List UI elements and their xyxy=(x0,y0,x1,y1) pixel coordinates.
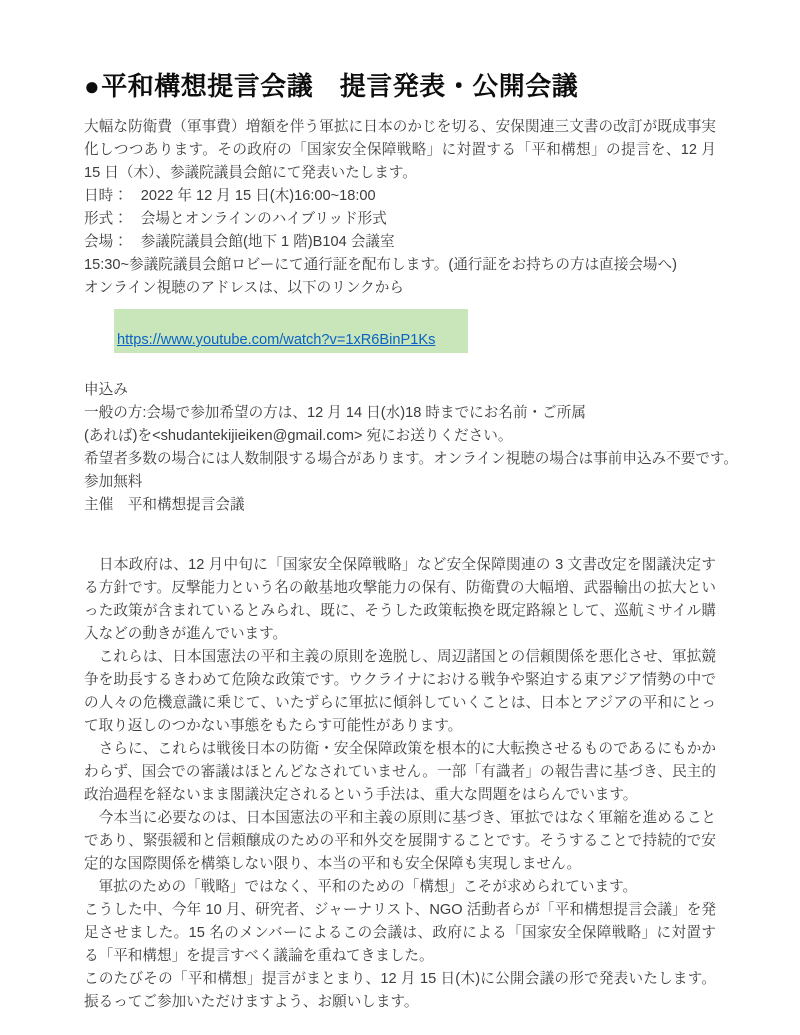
page-title xyxy=(84,70,716,103)
event-venue-line xyxy=(84,231,716,254)
bullet-icon: ● xyxy=(84,71,101,101)
event-details xyxy=(84,185,716,300)
application-heading: 申込み xyxy=(84,382,128,398)
youtube-stream-link[interactable]: https://www.youtube.com/watch?v=1xR6BinP1Ks xyxy=(117,332,436,348)
application-line2: (あれば)を<shudantekijieiken@gmail.com> 宛にお送りください。 xyxy=(84,428,513,444)
body-paragraph-3: さらに、これらは戦後日本の防衛・安全保障政策を根本的に大転換させるものであるにもかかわらず、国会での審議はほとんどなされていません。一部「有識者」の報告書に基づき、民主的政治過程を経ないまま閣議決定されるという手法は、重大な問題をはらんでいます。 xyxy=(84,741,716,803)
application-section xyxy=(84,379,738,517)
datetime-label: 日時： xyxy=(84,188,128,204)
pass-note-line: 15:30~参議院議員会館ロビーにて通行証を配布します。(通行証をお持ちの方は直接会場へ) xyxy=(84,257,677,273)
body-paragraph-2: これらは、日本国憲法の平和主義の原則を逸脱し、周辺諸国との信頼関係を悪化させ、軍拡競争を助長するきわめて危険な政策です。ウクライナにおける戦争や緊迫する東アジア情勢の中での人々の危機意識に乗じて、いたずらに軍拡に傾斜していくことは、日本とアジアの平和にとって取り返しのつかない事態をもたらす可能性があります。 xyxy=(84,649,716,734)
datetime-value: 2022 年 12 月 15 日(木)16:00~18:00 xyxy=(140,188,376,204)
intro-paragraph: 大幅な防衛費（軍事費）増額を伴う軍拡に日本のかじを切る、安保関連三文書の改訂が既成事実化しつつあります。その政府の「国家安全保障戦略」に対置する「平和構想」の提言を、12 月 15 日（木）、参議院議員会館にて発表いたします。 xyxy=(84,119,716,181)
body-paragraph-6: こうした中、今年 10 月、研究者、ジャーナリスト、NGO 活動者らが「平和構想提言会議」を発足させました。15 名のメンバーによるこの会議は、政府による「国家安全保障戦略」に対置する「平和構想」を提言すべく議論を重ねてきました。 xyxy=(84,902,716,964)
application-line1: 一般の方:会場で参加希望の方は、12 月 14 日(水)18 時までにお名前・ご所属 xyxy=(84,405,586,421)
format-value: 会場とオンラインのハイブリッド形式 xyxy=(140,211,387,227)
event-datetime-line xyxy=(84,185,716,208)
fee-note: 参加無料 xyxy=(84,474,143,490)
application-line3: 希望者多数の場合には人数制限する場合があります。オンライン視聴の場合は事前申込み不要です。 xyxy=(84,451,738,467)
format-label: 形式： xyxy=(84,211,128,227)
body-text xyxy=(84,554,716,1014)
page-title-text: 平和構想提言会議 提言発表・公開会議 xyxy=(101,71,579,101)
body-paragraph-7: このたびその「平和構想」提言がまとまり、12 月 15 日(木)に公開会議の形で発表いたします。振るってご参加いただけますよう、お願いします。 xyxy=(84,971,716,1010)
venue-value: 参議院議員会館(地下 1 階)B104 会議室 xyxy=(140,234,395,250)
stream-link-highlight xyxy=(114,309,468,353)
body-paragraph-5: 軍拡のための「戦略」ではなく、平和のための「構想」こそが求められています。 xyxy=(84,879,638,895)
body-paragraph-4: 今本当に必要なのは、日本国憲法の平和主義の原則に基づき、軍拡ではなく軍縮を進めることであり、緊張緩和と信頼醸成のための平和外交を展開することです。そうすることで持続的で安定的な国際関係を構築しない限り、本当の平和も安全保障も実現しません。 xyxy=(84,810,716,872)
venue-label: 会場： xyxy=(84,234,128,250)
organizer-line: 主催 平和構想提言会議 xyxy=(84,497,245,513)
event-format-line xyxy=(84,208,716,231)
body-paragraph-1: 日本政府は、12 月中旬に「国家安全保障戦略」など安全保障関連の 3 文書改定を閣議決定する方針です。反撃能力という名の敵基地攻撃能力の保有、防衛費の大幅増、武器輸出の拡大といった政策が含まれているとみられ、既に、そうした政策転換を既定路線として、巡航ミサイル購入などの動きが進んでいます。 xyxy=(84,557,716,642)
online-note-line: オンライン視聴のアドレスは、以下のリンクから xyxy=(84,280,404,296)
